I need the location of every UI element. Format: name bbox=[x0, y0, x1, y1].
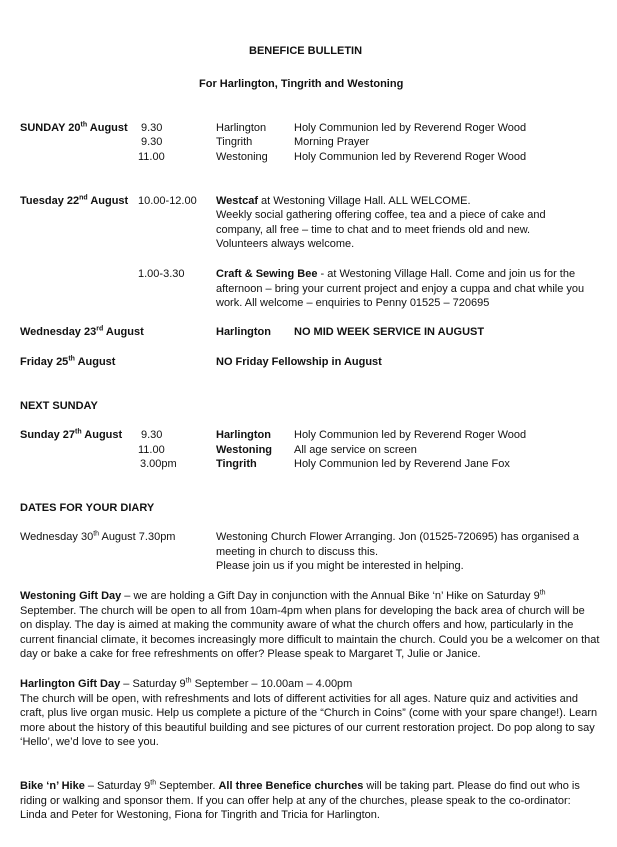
service-note: NO MID WEEK SERVICE IN AUGUST bbox=[294, 326, 485, 338]
service-place: Harlington bbox=[216, 429, 271, 441]
westcaf-line: Weekly social gathering offering coffee, tea and a piece of cake and bbox=[216, 209, 546, 221]
service-time: 11.00 bbox=[138, 151, 165, 163]
service-time: 9.30 bbox=[141, 122, 163, 134]
event-time: 10.00-12.00 bbox=[138, 195, 197, 207]
day-heading: Sunday 27th August bbox=[20, 428, 123, 441]
service-time: 3.00pm bbox=[140, 458, 177, 470]
craft-heading: Craft & Sewing Bee - at Westoning Village Hall. Come and join us for the bbox=[216, 268, 576, 280]
westcaf-line: company, all free – time to chat and to meet friends old and new. bbox=[216, 224, 531, 236]
service-desc: Holy Communion led by Reverend Roger Wood bbox=[294, 122, 527, 134]
section-heading: NEXT SUNDAY bbox=[20, 400, 98, 412]
service-place: Westoning bbox=[216, 444, 273, 456]
bulletin-title: BENEFICE BULLETIN bbox=[249, 45, 363, 57]
service-place: Harlington bbox=[216, 326, 271, 338]
event-time: 1.00-3.30 bbox=[138, 268, 185, 280]
service-place: Tingrith bbox=[216, 136, 253, 148]
bike-hike-paragraph: Bike ‘n’ Hike – Saturday 9th September. All three Benefice churches will be taking part. Please do find out who is riding or walking and sponsor them. If you can offer help at any of the churches, please speak to the co-ordinator: Linda and Peter for Westoning, Fiona for Tingrith and Tricia for Harlington. bbox=[20, 779, 580, 822]
day-heading: SUNDAY 20th August bbox=[20, 121, 128, 134]
harlington-gift-day-paragraph: Harlington Gift Day – Saturday 9th September – 10.00am – 4.00pm The church will be open, with refreshments and lots of different activities for all ages. Nature quiz and activities and craft, plus live organ music. Help us complete a picture of the “Church in Coins” (come with your spare change!). Learn more about the history of this beautiful building and see pictures of our current restoration project. Do pop along to say ‘Hello’, we’d love to see you. bbox=[20, 677, 598, 749]
craft-line: work. All welcome – enquiries to Penny 01525 – 720695 bbox=[216, 297, 490, 309]
service-note: NO Friday Fellowship in August bbox=[216, 356, 382, 368]
service-place: Harlington bbox=[216, 122, 267, 134]
service-desc: Holy Communion led by Reverend Jane Fox bbox=[294, 458, 510, 470]
service-time: 11.00 bbox=[138, 444, 165, 456]
day-heading: Tuesday 22nd August bbox=[20, 194, 129, 207]
craft-line: afternoon – bring your current project and enjoy a cuppa and chat while you bbox=[216, 283, 585, 295]
service-desc: Morning Prayer bbox=[294, 136, 370, 148]
diary-line: Westoning Church Flower Arranging. Jon (01525-720695) has organised a bbox=[216, 531, 580, 543]
bulletin-subtitle: For Harlington, Tingrith and Westoning bbox=[199, 78, 404, 90]
westcaf-heading: Westcaf at Westoning Village Hall. ALL WELCOME. bbox=[216, 195, 471, 207]
service-desc: Holy Communion led by Reverend Roger Wood bbox=[294, 151, 527, 163]
day-heading: Friday 25th August bbox=[20, 355, 116, 368]
service-desc: All age service on screen bbox=[294, 444, 417, 456]
day-heading: Wednesday 23rd August bbox=[20, 325, 144, 338]
service-time: 9.30 bbox=[141, 429, 163, 441]
service-time: 9.30 bbox=[141, 136, 163, 148]
service-place: Tingrith bbox=[216, 458, 257, 470]
diary-line: meeting in church to discuss this. bbox=[216, 546, 379, 558]
service-place: Westoning bbox=[216, 151, 268, 163]
westcaf-line: Volunteers always welcome. bbox=[216, 238, 355, 250]
service-desc: Holy Communion led by Reverend Roger Wood bbox=[294, 429, 527, 441]
diary-date: Wednesday 30th August 7.30pm bbox=[20, 530, 176, 543]
diary-line: Please join us if you might be interested in helping. bbox=[216, 560, 464, 572]
section-heading: DATES FOR YOUR DIARY bbox=[20, 502, 155, 514]
gift-day-paragraph: Westoning Gift Day – we are holding a Gift Day in conjunction with the Annual Bike ‘n’ Hike on Saturday 9th September. The church will be open to all from 10am-4pm when plans for developing the back area of church will be on display. The day is aimed at making the community aware of what the church offers and how, particularly in the current financial climate, it becomes increasingly more difficult to maintain the church. Could you be a welcomer on that day or bake a cake for free refreshments on offer? Please speak to Margaret T, Julie or Janice. bbox=[20, 589, 600, 661]
